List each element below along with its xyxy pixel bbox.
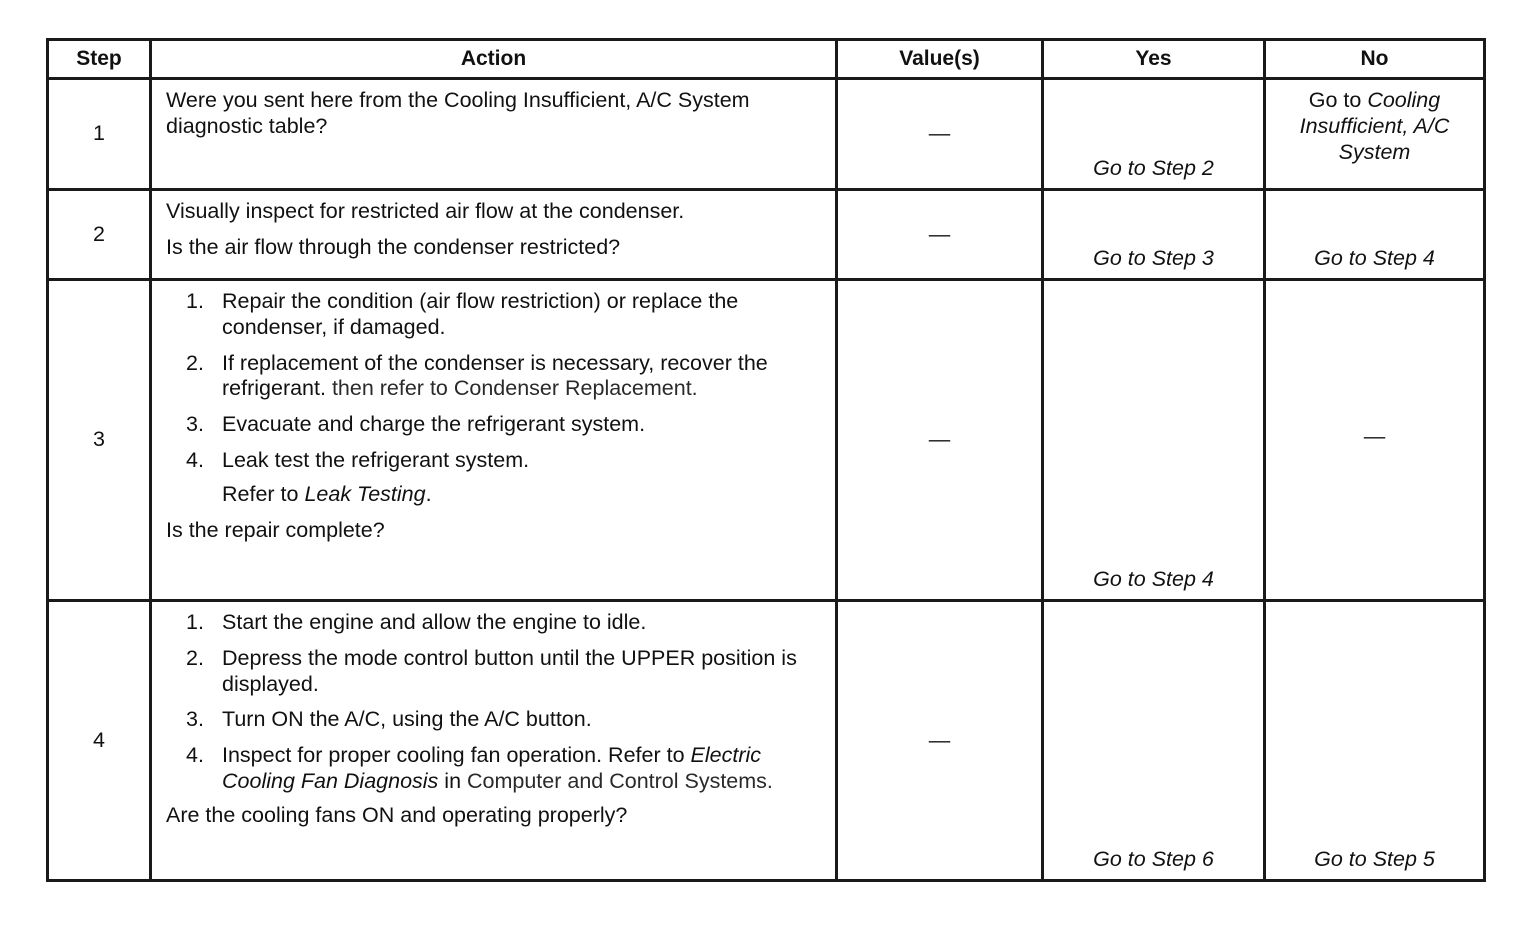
action-text: Visually inspect for restricted air flow at the condenser.: [166, 199, 685, 223]
header-step: Step: [48, 40, 151, 79]
header-yes: Yes: [1043, 40, 1265, 79]
item-text-extra: Computer and Control Systems.: [467, 768, 773, 793]
no-cell: Go to Step 5: [1265, 601, 1485, 881]
item-number: 2.: [186, 645, 204, 670]
value-cell: —: [837, 280, 1043, 601]
list-item: [166, 289, 825, 341]
no-cell: —: [1265, 280, 1485, 601]
yes-cell: Go to Step 3: [1043, 190, 1265, 280]
item-link: Electric Cooling Fan Diagnosis: [222, 743, 761, 793]
item-text-extra: then refer to Condenser Replacement.: [325, 376, 698, 401]
header-row: [48, 40, 1485, 79]
action-text: Were you sent here from the Cooling Insufficient, A/C System diagnostic table?: [166, 88, 750, 138]
step-number: 3: [48, 280, 151, 601]
list-item: [166, 412, 825, 438]
item-text: Evacuate and charge the refrigerant system.: [222, 412, 646, 437]
value-cell: —: [837, 601, 1043, 881]
item-number: 3.: [186, 707, 204, 732]
item-number: 1.: [186, 610, 204, 634]
action-question: Is the air flow through the condenser restricted?: [166, 234, 621, 259]
action-steps: [166, 610, 825, 795]
step-number: 2: [48, 190, 151, 280]
item-number: 4.: [186, 743, 204, 768]
item-text: Turn ON the A/C, using the A/C button.: [222, 707, 592, 732]
value-cell: —: [837, 190, 1043, 280]
table-row: [48, 280, 1485, 601]
step-number: 1: [48, 79, 151, 190]
no-prefix: Go to: [1308, 88, 1368, 112]
item-in-word: in: [438, 768, 467, 793]
yes-cell: Go to Step 4: [1043, 280, 1265, 601]
no-link: Cooling Insufficient, A/C System: [1299, 88, 1450, 164]
item-number: 3.: [186, 412, 204, 437]
header-action: Action: [151, 40, 837, 79]
item-text: Depress the mode control button until the UPPER position is displayed.: [222, 645, 797, 696]
item-number: 4.: [186, 447, 204, 472]
no-cell: Go to Step 4: [1265, 190, 1485, 280]
item-number: 1.: [186, 289, 204, 313]
action-question: Are the cooling fans ON and operating properly?: [166, 802, 628, 827]
item-text: Inspect for proper cooling fan operation. Refer to: [222, 743, 685, 768]
header-no: No: [1265, 40, 1485, 79]
action-cell: [151, 601, 837, 881]
diagnostic-table: [46, 38, 1486, 882]
action-question: Is the repair complete?: [166, 517, 385, 542]
refer-link: Leak Testing: [304, 481, 426, 506]
item-text: Repair the condition (air flow restriction) or replace the condenser, if damaged.: [222, 289, 739, 339]
value-cell: —: [837, 79, 1043, 190]
action-cell: [151, 190, 837, 280]
yes-cell: Go to Step 6: [1043, 601, 1265, 881]
item-text: Start the engine and allow the engine to idle.: [222, 610, 647, 634]
item-number: 2.: [186, 350, 204, 375]
action-steps: [166, 289, 825, 474]
item-text: Leak test the refrigerant system.: [222, 447, 530, 472]
header-values: Value(s): [837, 40, 1043, 79]
item-text: If replacement of the condenser is necessary, recover the refrigerant.: [222, 350, 768, 401]
yes-cell: Go to Step 2: [1043, 79, 1265, 190]
table-row: [48, 190, 1485, 280]
refer-suffix: .: [425, 481, 432, 506]
no-cell: [1265, 79, 1485, 190]
list-item: [166, 448, 825, 474]
action-cell: [151, 79, 837, 190]
list-item: [166, 743, 825, 795]
list-item: [166, 351, 825, 403]
step-number: 4: [48, 601, 151, 881]
table-row: [48, 601, 1485, 881]
list-item: [166, 707, 825, 733]
list-item: [166, 646, 825, 698]
refer-prefix: Refer to: [222, 481, 305, 506]
action-cell: [151, 280, 837, 601]
list-item: [166, 610, 825, 636]
refer-note: [166, 482, 825, 508]
table-row: [48, 79, 1485, 190]
